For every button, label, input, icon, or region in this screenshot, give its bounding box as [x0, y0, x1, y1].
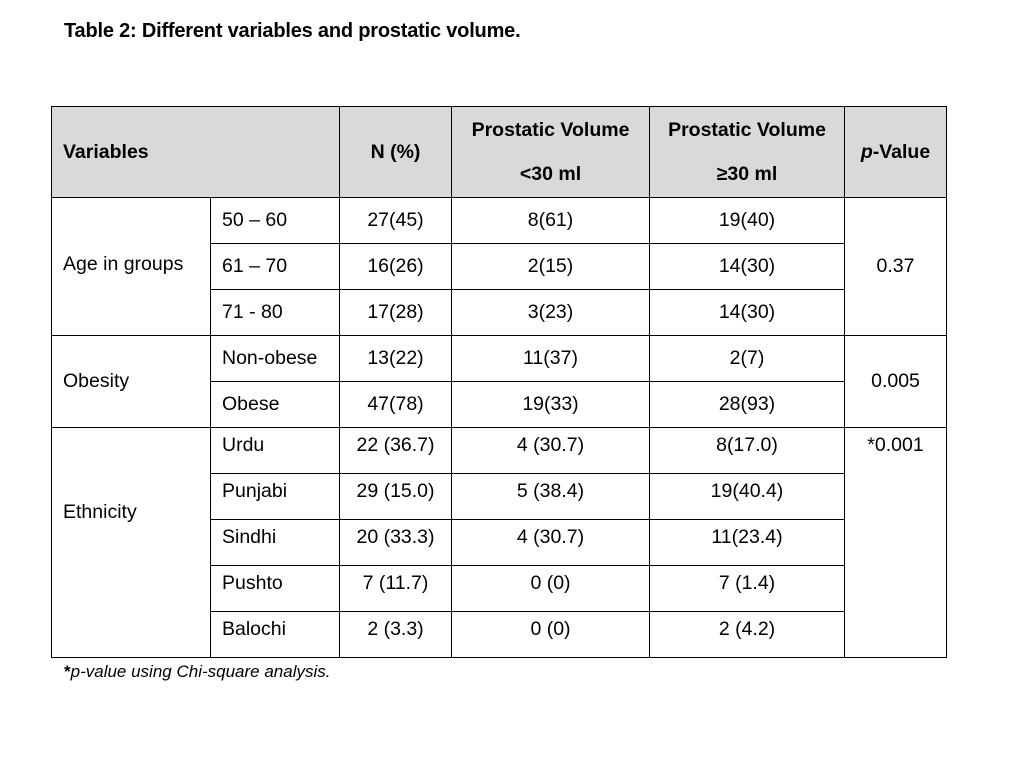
row-ge30: 7 (1.4) [650, 566, 845, 612]
row-sub: 61 – 70 [211, 244, 340, 290]
row-sub: Non-obese [211, 336, 340, 382]
row-sub: Punjabi [211, 474, 340, 520]
footnote-star: * [64, 662, 71, 681]
table-row [52, 198, 947, 244]
row-sub: Pushto [211, 566, 340, 612]
row-ge30: 8(17.0) [650, 428, 845, 474]
row-lt30: 4 (30.7) [452, 520, 650, 566]
header-p-value [845, 107, 947, 198]
row-sub: Urdu [211, 428, 340, 474]
row-n: 20 (33.3) [340, 520, 452, 566]
footnote-text: p-value using Chi-square analysis. [70, 662, 331, 681]
row-n: 29 (15.0) [340, 474, 452, 520]
row-sub: Balochi [211, 612, 340, 658]
row-n: 2 (3.3) [340, 612, 452, 658]
footnote [64, 662, 330, 682]
row-lt30: 11(37) [452, 336, 650, 382]
header-n-pct: N (%) [340, 107, 452, 198]
p-value-age: 0.37 [845, 198, 947, 336]
row-sub: 71 - 80 [211, 290, 340, 336]
table-title: Table 2: Different variables and prostatic volume. [64, 20, 521, 42]
header-pv-lt30-line1: Prostatic Volume [471, 119, 630, 141]
table-row [52, 428, 947, 474]
row-n: 27(45) [340, 198, 452, 244]
header-row [52, 107, 947, 198]
header-variables: Variables [52, 107, 340, 198]
row-sub: Obese [211, 382, 340, 428]
header-pv-ge30-line2: ≥30 ml [716, 163, 778, 185]
row-sub: Sindhi [211, 520, 340, 566]
p-value-ethnicity: *0.001 [845, 428, 947, 658]
group-label-age: Age in groups [52, 198, 211, 336]
row-ge30: 11(23.4) [650, 520, 845, 566]
row-lt30: 8(61) [452, 198, 650, 244]
row-n: 7 (11.7) [340, 566, 452, 612]
row-ge30: 14(30) [650, 244, 845, 290]
group-label-ethnicity: Ethnicity [52, 428, 211, 658]
group-label-obesity: Obesity [52, 336, 211, 428]
header-p-rest: -Value [872, 140, 931, 163]
row-n: 47(78) [340, 382, 452, 428]
table-row [52, 336, 947, 382]
header-pv-lt30-line2: <30 ml [519, 163, 582, 185]
row-lt30: 5 (38.4) [452, 474, 650, 520]
row-n: 13(22) [340, 336, 452, 382]
row-lt30: 0 (0) [452, 566, 650, 612]
row-n: 17(28) [340, 290, 452, 336]
row-ge30: 19(40.4) [650, 474, 845, 520]
header-p-italic: p [860, 140, 873, 163]
row-lt30: 3(23) [452, 290, 650, 336]
header-pv-lt30 [452, 107, 650, 198]
header-pv-ge30-line1: Prostatic Volume [668, 119, 826, 141]
row-n: 16(26) [340, 244, 452, 290]
row-ge30: 2(7) [650, 336, 845, 382]
header-pv-ge30 [650, 107, 845, 198]
row-lt30: 2(15) [452, 244, 650, 290]
row-lt30: 0 (0) [452, 612, 650, 658]
row-ge30: 2 (4.2) [650, 612, 845, 658]
row-n: 22 (36.7) [340, 428, 452, 474]
p-value-obesity: 0.005 [845, 336, 947, 428]
row-ge30: 19(40) [650, 198, 845, 244]
row-lt30: 4 (30.7) [452, 428, 650, 474]
row-lt30: 19(33) [452, 382, 650, 428]
row-sub: 50 – 60 [211, 198, 340, 244]
data-table [51, 106, 947, 658]
row-ge30: 14(30) [650, 290, 845, 336]
row-ge30: 28(93) [650, 382, 845, 428]
